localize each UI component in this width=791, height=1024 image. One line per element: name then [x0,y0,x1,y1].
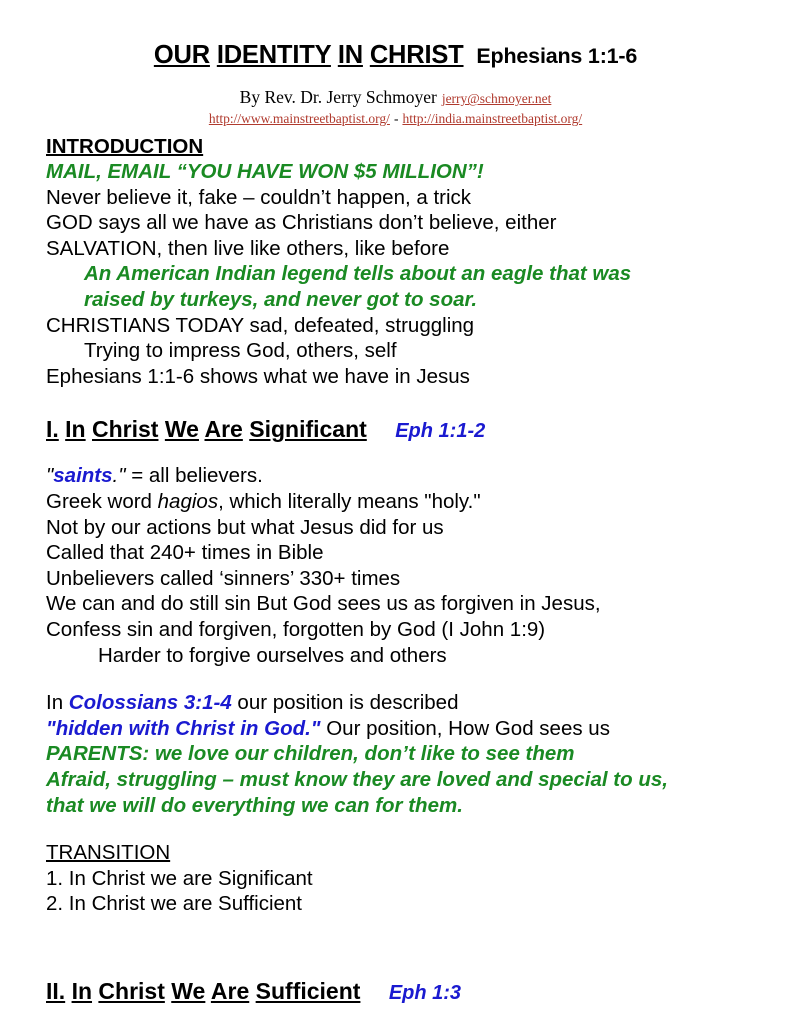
line-unbelievers-sinners: Unbelievers called ‘sinners’ 330+ times [46,566,401,590]
parents-line-1: PARENTS: we love our children, don’t like to see them [46,742,575,766]
spacer [46,818,771,840]
title-word-3: IN [337,41,363,69]
colossians-reference: Colossians 3:1-4 [68,691,232,715]
section-two-word-2: Christ [98,977,165,1004]
author-byline [0,70,791,108]
intro-line-christians-today: CHRISTIANS TODAY sad, defeated, struggling [46,313,475,337]
colossians-suffix: our position is described [231,691,459,715]
intro-line-trying-to-impress: Trying to impress God, others, self [84,339,397,363]
spacer [46,917,771,977]
section-one-word-3: We [164,416,199,443]
intro-line-never-believe: Never believe it, fake – couldn’t happen, a trick [46,185,472,209]
parents-line-3: that we will do everything we can for them. [46,793,463,817]
section-one-number: I. [46,416,59,443]
greek-word-line [46,489,771,515]
section-one-reference: Eph 1:1-2 [395,420,486,443]
saints-keyword: saints [53,464,113,488]
main-website-link[interactable]: http://www.mainstreetbaptist.org/ [208,111,390,127]
section-two-heading [46,977,771,1007]
section-one-heading [46,415,771,445]
document-body [0,128,791,1007]
intro-line-eagle-legend-2: raised by turkeys, and never got to soar. [84,288,478,312]
introduction-heading: INTRODUCTION [46,134,204,158]
link-separator: - [393,111,399,127]
document-title [0,0,791,70]
india-website-link[interactable]: http://india.mainstreetbaptist.org/ [402,111,583,127]
hidden-with-christ-line [46,716,771,742]
title-word-4: CHRIST [369,41,464,69]
title-scripture-reference: Ephesians 1:1-6 [476,44,638,68]
section-two-word-4: Are [210,977,250,1004]
colossians-line [46,690,771,716]
line-we-can-still-sin: We can and do still sin But God sees us as forgiven in Jesus, [46,592,601,616]
website-links [0,108,791,127]
line-not-by-our-actions: Not by our actions but what Jesus did for us [46,515,444,539]
spacer [46,668,771,690]
line-called-240-times: Called that 240+ times in Bible [46,541,324,565]
hidden-with-christ-quote: "hidden with Christ in God." [46,716,321,740]
greek-line-suffix: , which literally means "holy." [218,490,481,514]
intro-line-salvation: SALVATION, then live like others, like before [46,236,450,260]
intro-line-mail-email: MAIL, EMAIL “YOU HAVE WON $5 MILLION”! [46,160,484,184]
section-two-word-5: Sufficient [255,977,361,1004]
title-word-1: OUR [153,41,210,69]
spacer [46,389,771,415]
saints-definition-text: = all believers. [125,464,263,488]
hidden-with-christ-suffix: Our position, How God sees us [320,716,610,740]
greek-line-prefix: Greek word [46,490,158,514]
intro-line-ephesians-shows: Ephesians 1:1-6 shows what we have in Jesus [46,364,470,388]
line-confess-sin: Confess sin and forgiven, forgotten by God (I John 1:9) [46,618,546,641]
spacer [46,445,771,463]
author-name: By Rev. Dr. Jerry Schmoyer [239,87,437,108]
title-word-2: IDENTITY [216,41,331,69]
saints-definition-line [46,463,771,489]
section-two-word-3: We [171,977,206,1004]
section-two-reference: Eph 1:3 [388,981,462,1004]
section-one-word-4: Are [204,416,243,443]
greek-word-hagios: hagios [157,490,219,514]
intro-line-eagle-legend-1: An American Indian legend tells about an eagle that was [84,262,632,286]
intro-line-god-says: GOD says all we have as Christians don’t believe, either [46,211,557,235]
saints-close-quote: ." [112,464,126,488]
section-one-word-2: Christ [92,416,159,443]
transition-item-2: 2. In Christ we are Sufficient [46,892,302,916]
section-one-word-1: In [65,416,86,443]
line-harder-to-forgive: Harder to forgive ourselves and others [98,643,447,667]
section-one-word-5: Significant [249,416,367,443]
saints-open-quote: " [46,464,54,488]
author-email-link[interactable]: jerry@schmoyer.net [441,91,552,107]
parents-line-2: Afraid, struggling – must know they are loved and special to us, [46,767,668,791]
section-two-number: II. [46,977,66,1004]
transition-heading: TRANSITION [46,841,171,865]
colossians-prefix: In [46,691,69,715]
section-two-word-1: In [71,977,93,1004]
transition-item-1: 1. In Christ we are Significant [46,866,313,890]
